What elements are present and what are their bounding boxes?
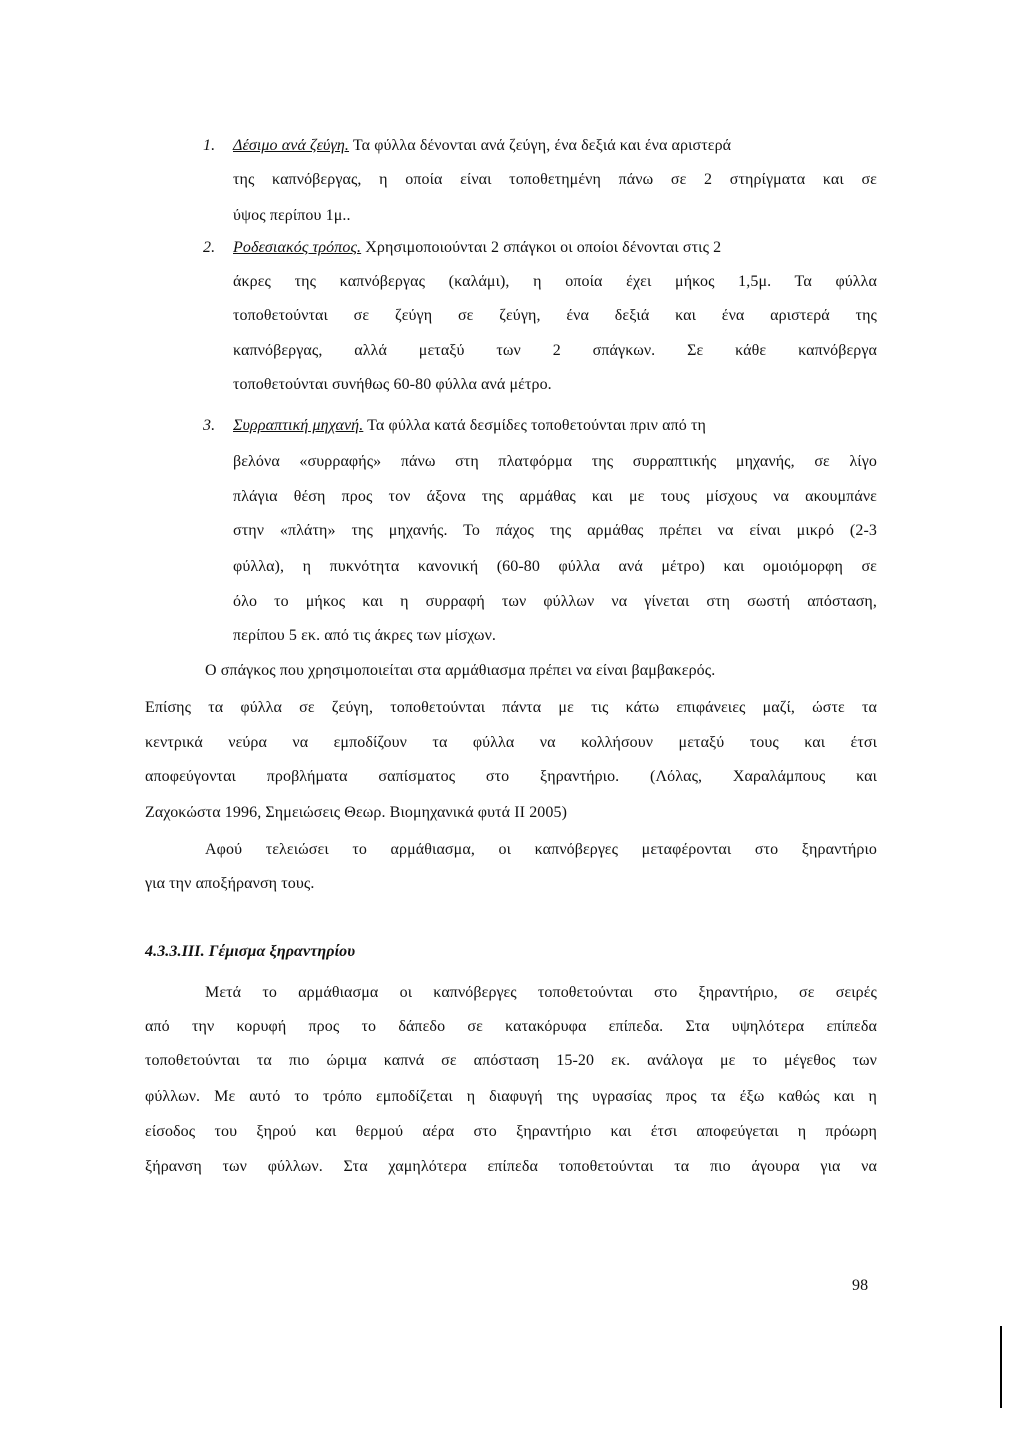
list-item-3-line-6: όλο το μήκος και η συρραφή των φύλλων να γίνεται στη σωστή απόσταση,	[233, 593, 877, 610]
section-heading	[145, 942, 355, 962]
section-number: 4.3.3.ΙΙΙ.	[145, 943, 205, 960]
list-item-3-line-1: Συρραπτική μηχανή. Τα φύλλα κατά δεσμίδες τοποθετούνται πριν από τη	[233, 417, 706, 434]
paragraph-2-line-2: για την αποξήρανση τους.	[145, 875, 315, 892]
paragraph-3-line-5: είσοδος του ξηρού και θερμού αέρα στο ξηραντήριο και έτσι αποφεύγεται η πρόωρη	[145, 1123, 877, 1140]
list-item-3-line-7: περίπου 5 εκ. από τις άκρες των μίσχων.	[233, 627, 497, 644]
list-item-1-line-3: ύψος περίπου 1μ..	[233, 207, 351, 224]
section-title: Γέμισμα ξηραντηρίου	[208, 943, 356, 960]
paragraph-3-line-6: ξήρανση των φύλλων. Στα χαμηλότερα επίπεδα τοποθετούνται τα πιο άγουρα για να	[145, 1158, 877, 1175]
list-item-3-line-2: βελόνα «συρραφής» πάνω στη πλατφόρμα της συρραπτικής μηχανής, σε λίγο	[233, 453, 877, 470]
list-item-2-line-5: τοποθετούνται συνήθως 60-80 φύλλα ανά μέτρο.	[233, 376, 552, 393]
page-number: 98	[852, 1277, 869, 1294]
paragraph-3-line-2: από την κορυφή προς το δάπεδο σε κατακόρυφα επίπεδα. Στα υψηλότερα επίπεδα	[145, 1018, 877, 1035]
paragraph-1-line-2: Επίσης τα φύλλα σε ζεύγη, τοποθετούνται πάντα με τις κάτω επιφάνειες μαζί, ώστε τα	[145, 699, 877, 716]
list-item-1-line-2: της καπνόβεργας, η οποία είναι τοποθετημένη πάνω σε 2 στηρίγματα και σε	[233, 171, 877, 188]
list-item-2-line-2: άκρες της καπνόβεργας (καλάμι), η οποία έχει μήκος 1,5μ. Τα φύλλα	[233, 273, 877, 290]
list-item-2-line-4: καπνόβεργας, αλλά μεταξύ των 2 σπάγκων. Σε κάθε καπνόβεργα	[233, 342, 877, 359]
list-item-3-number: 3.	[203, 417, 216, 434]
list-item-3-line-4: στην «πλάτη» της μηχανής. Το πάχος της αρμάθας πρέπει να είναι μικρό (2-3	[233, 522, 877, 539]
list-item-2-line-1: Ροδεσιακός τρόπος. Χρησιμοποιούνται 2 σπάγκοι οι οποίοι δένονται στις 2	[233, 239, 722, 256]
list-item-3-line-5: φύλλα), η πυκνότητα κανονική (60-80 φύλλα ανά μέτρο) και ομοιόμορφη σε	[233, 558, 877, 575]
paragraph-1-line-4: αποφεύγονται προβλήματα σαπίσματος στο ξηραντήριο. (Λόλας, Χαραλάμπους και	[145, 768, 877, 785]
paragraph-1-line-5: Ζαχοκώστα 1996, Σημειώσεις Θεωρ. Βιομηχανικά φυτά ΙΙ 2005)	[145, 804, 568, 821]
list-item-1-number: 1.	[203, 137, 216, 154]
list-item-1-title: Δέσιμο ανά ζεύγη.	[233, 137, 350, 154]
paragraph-3-line-1: Μετά το αρμάθιασμα οι καπνόβεργες τοποθετούνται στο ξηραντήριο, σε σειρές	[205, 984, 877, 1001]
paragraph-3-line-4: φύλλων. Με αυτό το τρόπο εμποδίζεται η διαφυγή της υγρασίας προς τα έξω καθώς και η	[145, 1088, 877, 1105]
list-item-2-title: Ροδεσιακός τρόπος.	[233, 239, 362, 256]
paragraph-1-line-3: κεντρικά νεύρα να εμποδίζουν τα φύλλα να κολλήσουν μεταξύ τους και έτσι	[145, 734, 877, 751]
paragraph-1-line-1: Ο σπάγκος που χρησιμοποιείται στα αρμάθιασμα πρέπει να είναι βαμβακερός.	[205, 662, 716, 679]
paragraph-2-line-1: Αφού τελειώσει το αρμάθιασμα, οι καπνόβεργες μεταφέρονται στο ξηραντήριο	[205, 841, 877, 858]
list-item-2-number: 2.	[203, 239, 216, 256]
list-item-1-line-1: Δέσιμο ανά ζεύγη. Τα φύλλα δένονται ανά ζεύγη, ένα δεξιά και ένα αριστερά	[233, 137, 732, 154]
paragraph-3-line-3: τοποθετούνται τα πιο ώριμα καπνά σε απόσταση 15-20 εκ. ανάλογα με το μέγεθος των	[145, 1052, 877, 1069]
list-item-2-line-3: τοποθετούνται σε ζεύγη σε ζεύγη, ένα δεξιά και ένα αριστερά της	[233, 307, 877, 324]
list-item-3-title: Συρραπτική μηχανή.	[233, 417, 364, 434]
list-item-3-line-3: πλάγια θέση προς τον άξονα της αρμάθας και με τους μίσχους να ακουμπάνε	[233, 488, 877, 505]
margin-rule	[1000, 1326, 1002, 1408]
